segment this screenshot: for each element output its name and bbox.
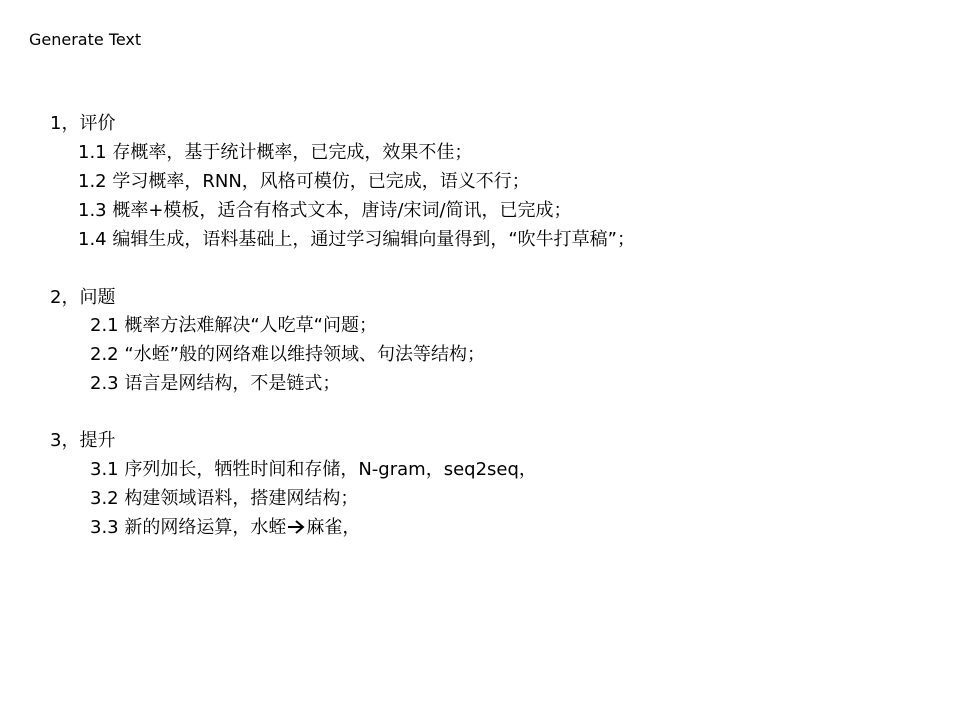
list-item-3-3-suffix: 麻雀，: [306, 517, 361, 538]
list-item-2-1: 2.1 概率方法难解决“人吃草“问题；: [90, 315, 377, 336]
list-item-1-1: 1.1 存概率，基于统计概率，已完成，效果不佳；: [78, 142, 473, 163]
list-item-1-4: 1.4 编辑生成，语料基础上，通过学习编辑向量得到，“吹牛打草稿”；: [78, 229, 635, 250]
page-title: Generate Text: [29, 30, 142, 49]
list-item-3-3-text: 3.3 新的网络运算，水蛭: [90, 517, 287, 538]
list-item-3-2: 3.2 构建领域语料，搭建网结构；: [90, 488, 359, 509]
section-heading-3: 3，提升: [50, 430, 116, 451]
list-item-3-1: 3.1 序列加长，牺牲时间和存储，N-gram，seq2seq，: [90, 459, 537, 480]
section-heading-2: 2，问题: [50, 287, 116, 308]
list-item-1-3: 1.3 概率+模板，适合有格式文本，唐诗/宋词/简讯，已完成；: [78, 200, 572, 221]
list-item-3-3: [90, 517, 360, 539]
list-item-2-3: 2.3 语言是网结构，不是链式；: [90, 373, 341, 394]
right-arrow-icon: [286, 519, 306, 535]
list-item-2-2: 2.2 “水蛭”般的网络难以维持领域、句法等结构；: [90, 344, 485, 365]
section-heading-1: 1，评价: [50, 113, 116, 134]
list-item-1-2: 1.2 学习概率，RNN，风格可模仿，已完成，语义不行；: [78, 171, 530, 192]
